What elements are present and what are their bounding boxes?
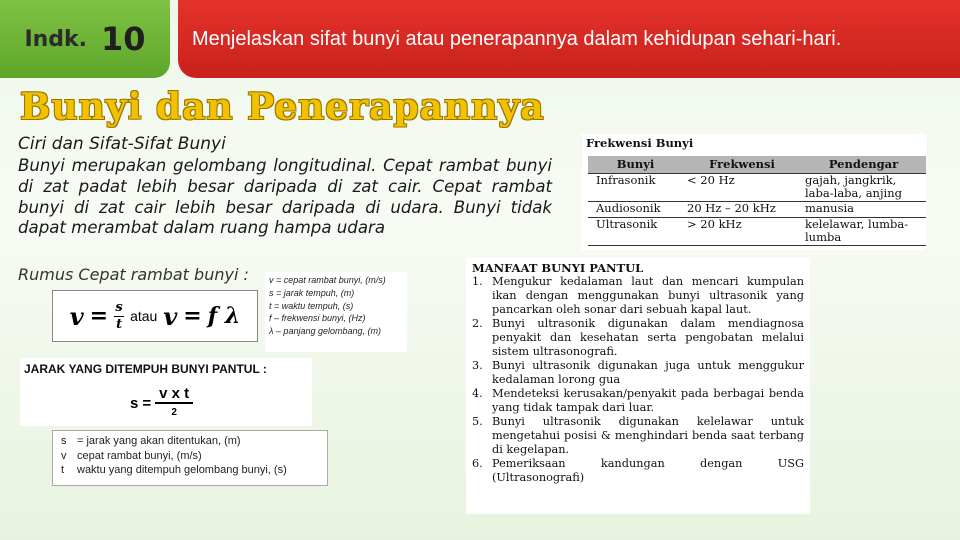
formula-variables xyxy=(265,272,407,352)
echo-variables xyxy=(52,430,328,486)
echo-variable-row xyxy=(61,449,319,464)
echo-benefits-list xyxy=(472,275,804,485)
list-text: Mendeteksi kerusakan/penyakit pada berbagai benda yang tidak tampak dari luar. xyxy=(492,387,804,414)
list-item xyxy=(472,415,804,457)
frequency-table xyxy=(588,156,926,246)
list-text: Pemeriksaan kandungan dengan USG (Ultrasonografi) xyxy=(492,457,804,484)
table-cell: gajah, jangkrik, laba-laba, anjing xyxy=(801,173,926,201)
column-header: Bunyi xyxy=(588,156,683,173)
list-item xyxy=(472,457,804,485)
formula-numerator: s xyxy=(115,299,123,315)
echo-formula-fraction xyxy=(155,386,193,420)
formula-label: Rumus Cepat rambat bunyi : xyxy=(18,265,249,284)
table-header-row xyxy=(588,156,926,173)
list-number: 6. xyxy=(472,457,483,470)
table-row xyxy=(588,217,926,245)
echo-benefits-panel xyxy=(466,258,810,514)
echo-variable-symbol: t xyxy=(61,464,65,476)
page-title: Bunyi dan Penerapannya xyxy=(20,86,545,128)
indicator-description: Menjelaskan sifat bunyi atau penerapannya dalam kehidupan sehari-hari. xyxy=(192,27,842,50)
table-cell: 20 Hz – 20 kHz xyxy=(683,201,801,217)
table-cell: kelelawar, lumba-lumba xyxy=(801,217,926,245)
echo-variable-symbol: v xyxy=(61,449,67,462)
formula-or: atau xyxy=(130,308,158,324)
echo-variable-symbol: s xyxy=(61,435,67,447)
list-text: Bunyi ultrasonik digunakan juga untuk menggukur kedalaman lorong gua xyxy=(492,359,804,386)
list-number: 1. xyxy=(472,275,483,288)
echo-variable-row xyxy=(61,463,319,478)
indicator-label: Indk. xyxy=(24,26,88,52)
list-number: 3. xyxy=(472,359,483,372)
list-text: Mengukur kedalaman laut dan mencari kumpulan ikan dengan menggunakan bunyi ultrasonik yang pancarkan oleh sonar dari sebuah kapal laut. xyxy=(492,275,804,316)
table-row xyxy=(588,173,926,201)
echo-distance-formula xyxy=(130,386,193,420)
frequency-title: Frekwensi Bunyi xyxy=(586,136,694,150)
list-number: 2. xyxy=(472,317,483,330)
table-cell: > 20 kHz xyxy=(683,217,801,245)
list-item xyxy=(472,359,804,387)
indicator-number: 10 xyxy=(101,20,146,58)
list-number: 4. xyxy=(472,387,483,400)
formula-rhs: f λ xyxy=(207,303,241,329)
formula-equals-2: = xyxy=(183,303,202,329)
echo-variable-text: cepat rambat bunyi, (m/s) xyxy=(77,449,202,462)
table-cell: < 20 Hz xyxy=(683,173,801,201)
indicator-badge xyxy=(0,0,170,78)
echo-formula-lhs: s xyxy=(130,394,139,412)
formula-denominator: t xyxy=(116,316,123,332)
table-cell: manusia xyxy=(801,201,926,217)
column-header: Frekwensi xyxy=(683,156,801,173)
list-number: 5. xyxy=(472,415,483,428)
list-text: Bunyi ultrasonik digunakan kelelawar untuk mengetahui posisi & menghindari benda saat terbang di kegelapan. xyxy=(492,415,804,456)
list-text: Bunyi ultrasonik digunakan dalam mendiagnosa penyakit dan kesehatan serta pengobatan melalui sistem ultrasonografi. xyxy=(492,317,804,358)
speed-formula xyxy=(52,290,258,342)
variable-item: s = jarak tempuh, (m) xyxy=(269,287,355,298)
variable-item: f – frekwensi bunyi, (Hz) xyxy=(269,313,366,324)
echo-variable-row xyxy=(61,434,319,449)
echo-formula-denominator: 2 xyxy=(171,407,177,418)
echo-variable-text: = jarak yang akan ditentukan, (m) xyxy=(77,435,241,447)
list-item xyxy=(472,317,804,359)
echo-formula-equals: = xyxy=(142,394,152,412)
variable-item: t = waktu tempuh, (s) xyxy=(269,300,354,311)
echo-formula-numerator: v x t xyxy=(159,385,190,402)
table-row xyxy=(588,201,926,217)
echo-distance-title: JARAK YANG DITEMPUH BUNYI PANTUL : xyxy=(24,362,267,376)
list-item xyxy=(472,387,804,415)
variable-item: λ – panjang gelombang, (m) xyxy=(269,326,381,337)
table-cell: Infrasonik xyxy=(588,173,683,201)
column-header: Pendengar xyxy=(801,156,926,173)
section-body: Bunyi merupakan gelombang longitudinal. Cepat rambat bunyi di zat padat lebih besar daripada di zat cair. Cepat rambat bunyi di zat cair lebih besar daripada di udara. Bunyi tidak dapat merambat dalam ruang hampa udara xyxy=(18,156,552,238)
table-cell: Audiosonik xyxy=(588,201,683,217)
formula-equals: = xyxy=(89,303,109,329)
formula-fraction xyxy=(114,301,124,332)
fraction-bar xyxy=(155,402,193,404)
section-subtitle: Ciri dan Sifat-Sifat Bunyi xyxy=(18,134,226,154)
list-item xyxy=(472,275,804,317)
echo-benefits-title: MANFAAT BUNYI PANTUL xyxy=(472,261,644,275)
indicator-description-banner xyxy=(178,0,960,78)
echo-variable-text: waktu yang ditempuh gelombang bunyi, (s) xyxy=(77,464,287,476)
formula-lhs-2: v xyxy=(163,301,178,331)
variable-item: v = cepat rambat bunyi, (m/s) xyxy=(269,275,386,285)
formula-lhs: v xyxy=(69,301,84,331)
table-cell: Ultrasonik xyxy=(588,217,683,245)
